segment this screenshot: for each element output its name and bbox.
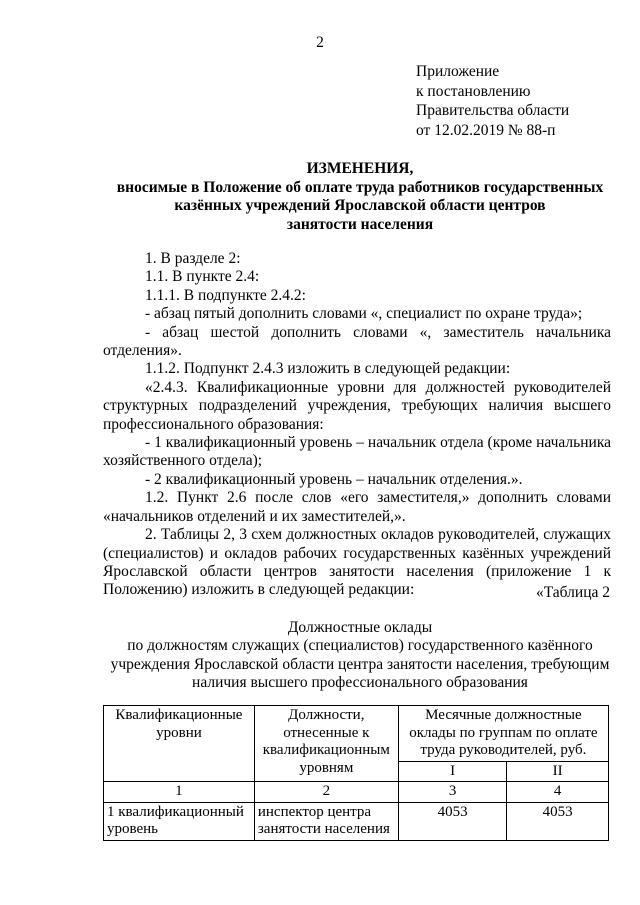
table-cell: 4053 [398,802,507,840]
header-cell: Квалификационные уровни [104,706,255,782]
salary-table [103,705,609,841]
title-line: казённых учреждений Ярославской области центров [174,197,546,214]
paragraph: 1.1.2. Подпункт 2.4.3 изложить в следующей редакции: [145,360,511,378]
table-caption [100,619,620,693]
header-cell: II [507,761,609,782]
caption-line: наличия высшего профессионального образования [192,674,528,692]
paragraph: «2.4.3. Квалификационные уровни для должностей руководителей структурных подразделений учреждения, требующих наличия высшего профессионального образования: [103,378,611,433]
title-line: ИЗМЕНЕНИЯ, [306,160,414,177]
document-title [100,160,620,234]
paragraph: 1.2. Пункт 2.6 после слов «его заместителя,» дополнить словами «начальников отделений и их заместителей,». [103,489,611,525]
caption-line: учреждения Ярославской области центра занятости населения, требующим [110,655,610,673]
header-cell: I [398,761,507,782]
paragraph: 1. В разделе 2: [145,250,241,267]
table-number-row [104,782,609,803]
number-cell: 4 [507,782,609,803]
table-cell: инспектор центра занятости населения [254,802,398,840]
number-cell: 2 [254,782,398,803]
table-header-row [104,706,609,762]
paragraph: - 2 квалификационный уровень – начальник отделения.». [145,470,523,488]
title-line: занятости населения [286,215,434,233]
appendix-line: от 12.02.2019 № 88-п [416,121,556,139]
paragraph: - 1 квалификационный уровень – начальник отдела (кроме начальника хозяйственного отдела); [103,434,611,470]
caption-line: Должностные оклады [287,619,433,636]
appendix-line: к постановлению [416,82,531,100]
table-row [104,802,609,840]
page-number: 2 [316,34,324,51]
document-body [103,250,611,600]
header-cell: Должности, отнесенные к квалификационным уровням [254,706,398,782]
table-cell: 4053 [507,802,609,840]
header-cell: Месячные должностные оклады по группам по оплате труда руководителей, руб. [398,706,608,762]
appendix-line: Правительства области [416,102,570,119]
table-reference: «Таблица 2 [535,584,610,601]
table-cell: 1 квалификационный уровень [104,802,255,840]
title-line: вносимые в Положение об оплате труда работников государственных [116,178,604,196]
appendix-block [416,62,569,140]
paragraph: 1.1. В пункте 2.4: [145,268,260,286]
paragraph: - абзац шестой дополнить словами «, заместитель начальника отделения». [103,323,611,360]
paragraph: 1.1.1. В подпункте 2.4.2: [145,286,306,304]
paragraph: - абзац пятый дополнить словами «, специалист по охране труда»; [145,305,583,323]
number-cell: 1 [104,782,255,803]
caption-line: по должностям служащих (специалистов) государственного казённого [127,637,593,655]
number-cell: 3 [398,782,507,803]
appendix-line: Приложение [416,63,500,80]
paragraph: 2. Таблицы 2, 3 схем должностных окладов руководителей, служащих (специалистов) и окладов рабочих государственных казённых учреждений Ярославской области центров занятости населения (приложение 1 к Положению) изложить в следующей редакции: [103,526,611,599]
